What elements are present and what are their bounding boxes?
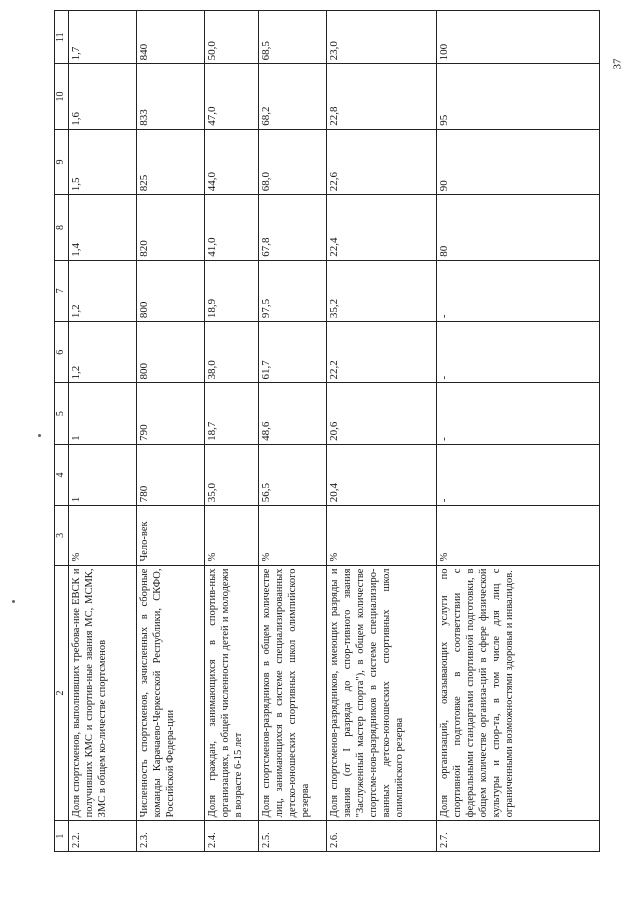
value-cell: 95 — [436, 64, 600, 129]
value-cell: 780 — [136, 444, 204, 505]
value-cell: - — [436, 260, 600, 321]
value-cell: 800 — [136, 322, 204, 383]
value-cell: 20,6 — [326, 383, 436, 444]
row-description: Доля спортсменов-разрядников, имеющих разряды и звания (от I разряда до спор-тивного звания "Заслуженный мастер спорта"), в общем количестве спортсме-нов-разрядников в системе специализиро-ванных детско-юношеских спортивных школ олимпийского резерва — [326, 565, 436, 821]
value-cell: 1,7 — [68, 11, 136, 64]
row-description: Доля спортсменов, выполнивших требова-ние ЕВСК и получивших КМС и спортив-ные звания МС, МСМК, ЗМС в общем ко-личестве спортсменов — [68, 565, 136, 821]
value-cell: 56,5 — [258, 444, 326, 505]
page-number: 37 — [611, 58, 624, 70]
value-cell: 97,5 — [258, 260, 326, 321]
value-cell: 90 — [436, 129, 600, 194]
column-header: 4 — [55, 444, 69, 505]
table-row — [136, 11, 204, 852]
scan-speck — [38, 434, 41, 437]
row-unit: % — [204, 506, 258, 565]
row-unit: % — [326, 506, 436, 565]
value-cell: 50,0 — [204, 11, 258, 64]
value-cell: 23,0 — [326, 11, 436, 64]
table-row — [68, 11, 136, 852]
column-header: 5 — [55, 383, 69, 444]
value-cell: 80 — [436, 195, 600, 260]
column-header: 8 — [55, 195, 69, 260]
row-unit: % — [436, 506, 600, 565]
value-cell: 48,6 — [258, 383, 326, 444]
table-row — [258, 11, 326, 852]
column-header: 9 — [55, 129, 69, 194]
table-row — [326, 11, 436, 852]
column-header: 6 — [55, 322, 69, 383]
row-description: Доля организаций, оказывающих услуги по спортивной подготовке в соответствии с федеральными стандартами спортивной подготовки, в общем количестве организа-ций в сфере физической культуры и спор-та, в том числе для лиц с ограниченными возможностями здоровья и инвалидов. — [436, 565, 600, 821]
value-cell: 833 — [136, 64, 204, 129]
value-cell: 18,7 — [204, 383, 258, 444]
row-number: 2.6. — [326, 821, 436, 852]
row-number: 2.2. — [68, 821, 136, 852]
value-cell: 68,2 — [258, 64, 326, 129]
value-cell: 61,7 — [258, 322, 326, 383]
column-header: 2 — [55, 565, 69, 821]
column-header: 3 — [55, 506, 69, 565]
column-header: 10 — [55, 64, 69, 129]
table-row — [204, 11, 258, 852]
row-number: 2.4. — [204, 821, 258, 852]
value-cell: 35,2 — [326, 260, 436, 321]
value-cell: 20,4 — [326, 444, 436, 505]
row-unit: Чело-век — [136, 506, 204, 565]
value-cell: - — [436, 322, 600, 383]
value-cell: 47,0 — [204, 64, 258, 129]
value-cell: 22,6 — [326, 129, 436, 194]
column-header: 1 — [55, 821, 69, 852]
row-description: Доля спортсменов-разрядников в общем количестве лиц, занимающихся в системе специализированных детско-юношеских спортивных школ олимпийского резерва — [258, 565, 326, 821]
value-cell: 67,8 — [258, 195, 326, 260]
value-cell: 800 — [136, 260, 204, 321]
value-cell: 1,2 — [68, 260, 136, 321]
value-cell: 790 — [136, 383, 204, 444]
value-cell: - — [436, 383, 600, 444]
value-cell: 22,8 — [326, 64, 436, 129]
row-number: 2.3. — [136, 821, 204, 852]
row-number: 2.7. — [436, 821, 600, 852]
scan-speck — [12, 600, 15, 603]
value-cell: 35,0 — [204, 444, 258, 505]
value-cell: 1,2 — [68, 322, 136, 383]
value-cell: 22,4 — [326, 195, 436, 260]
column-header: 7 — [55, 260, 69, 321]
value-cell: 1,5 — [68, 129, 136, 194]
row-number: 2.5. — [258, 821, 326, 852]
value-cell: 1,6 — [68, 64, 136, 129]
value-cell: 38,0 — [204, 322, 258, 383]
value-cell: 100 — [436, 11, 600, 64]
value-cell: 825 — [136, 129, 204, 194]
value-cell: 840 — [136, 11, 204, 64]
header-row — [55, 11, 69, 852]
value-cell: 68,5 — [258, 11, 326, 64]
row-description: Доля граждан, занимающихся в спортив-ных организациях, в общей численности детей и молодежи в возрасте 6-15 лет — [204, 565, 258, 821]
value-cell: 1 — [68, 383, 136, 444]
row-description: Численность спортсменов, зачисленных в сборные команды Карачаево-Черкесской Республики, СКФО, Российской Федера-ции — [136, 565, 204, 821]
value-cell: - — [436, 444, 600, 505]
indicators-table — [54, 10, 600, 852]
value-cell: 22,2 — [326, 322, 436, 383]
value-cell: 1 — [68, 444, 136, 505]
value-cell: 820 — [136, 195, 204, 260]
table-row — [436, 11, 600, 852]
value-cell: 44,0 — [204, 129, 258, 194]
rotated-table — [54, 10, 600, 852]
value-cell: 18,9 — [204, 260, 258, 321]
value-cell: 1,4 — [68, 195, 136, 260]
row-unit: % — [68, 506, 136, 565]
rotated-table-wrapper — [54, 10, 600, 852]
column-header: 11 — [55, 11, 69, 64]
row-unit: % — [258, 506, 326, 565]
value-cell: 68,0 — [258, 129, 326, 194]
value-cell: 41,0 — [204, 195, 258, 260]
